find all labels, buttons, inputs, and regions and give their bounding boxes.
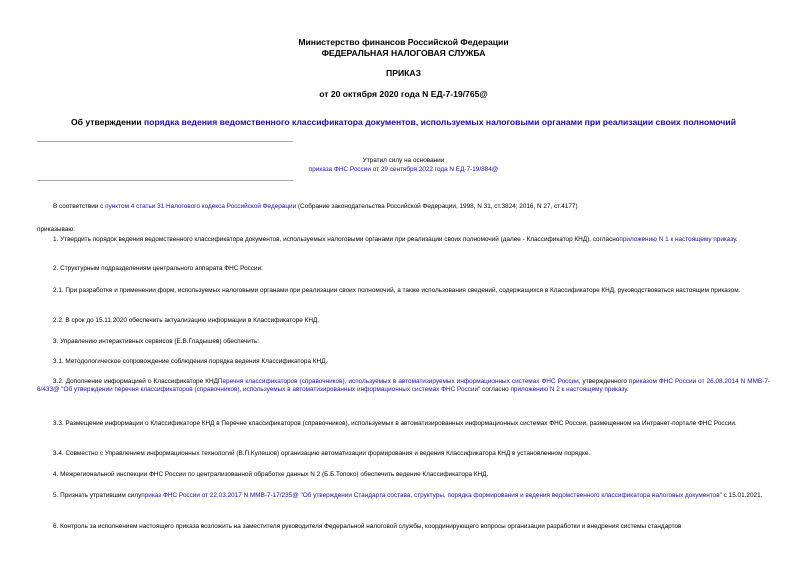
- ministry-heading: Министерство финансов Российской Федерации: [298, 37, 509, 47]
- paragraph-2-2: 2.2. В срок до 15.11.2020 обеспечить актуализацию информации в Классификаторе КНД.: [53, 317, 320, 324]
- paragraph-2-1: 2.1. При разработке и применении форм, используемых налоговыми органами при реализации своих полномочий, а также использования сведений, содержащихся в Классификаторе КНД, руководствоваться настоящим приказом.: [53, 287, 741, 294]
- document-title: [0, 117, 807, 127]
- paragraph-4: 4. Межрегиональной инспекции ФНС России по централизованной обработке данных N 2 (Б.Б.Топоко) обеспечить ведение Классификатора КНД.: [53, 471, 489, 478]
- paragraph-2: 2. Структурным подразделениям центрального аппарата ФНС России:: [53, 265, 263, 272]
- paragraph-intro: [37, 203, 770, 211]
- paragraph-3-3: 3.3. Размещение информации о Классификаторе КНД в Перечне классификаторов (справочников), используемых в автоматизированных информационных системах ФНС России, размещенном на Интранет-портале ФНС России.: [53, 420, 737, 427]
- text: 5. Признать утратившим силу: [53, 492, 142, 499]
- text: .: [735, 236, 738, 243]
- text: 1. Утвердить порядок ведения ведомственного классификатора документов, используемых налоговыми органами при реализации своих полномочий (далее - Классификатор КНД), согласно: [53, 236, 620, 243]
- paragraph-order: приказываю:: [37, 226, 75, 233]
- paragraph-3-4: 3.4. Совместно с Управлением информационных технологий (В.П.Кулешов) организацию автоматизации формирования и ведения Классификатора КНД в установленном порядке.: [53, 450, 591, 457]
- doc-date-heading: от 20 октября 2020 года N ЕД-7-19/765@: [319, 89, 488, 99]
- service-heading: ФЕДЕРАЛЬНАЯ НАЛОГОВАЯ СЛУЖБА: [321, 48, 486, 58]
- text: (Собрание законодательства Российской Федерации, 1998, N 31, ст.3824; 2016, N 27, ст.4177): [296, 203, 578, 210]
- divider-top: [37, 141, 293, 142]
- paragraph-6: 6. Контроль за исполнением настоящего приказа возложить на заместителя руководителя Федеральной налоговой службы, координирующего вопросы организации разработки и внедрения системы стандартов: [53, 523, 682, 530]
- paragraph-1: [37, 236, 770, 244]
- repeal-note: Утратил силу на основании: [362, 157, 445, 164]
- appendix-2-link[interactable]: приложению N 2 к настоящему приказу: [510, 386, 627, 394]
- title-link[interactable]: порядка ведения ведомственного классификатора документов, используемых налоговыми органами при реализации своих полномочий: [144, 117, 736, 127]
- text: с 15.01.2021.: [721, 492, 763, 499]
- repeal-note-line: [0, 166, 807, 173]
- paragraph-3-2: [37, 378, 770, 395]
- paragraph-3: 3. Управлению интерактивных сервисов (Е.В.Гладышев) обеспечить:: [53, 338, 259, 345]
- text: , утвержденного: [578, 378, 630, 385]
- repeal-order-link[interactable]: приказа ФНС России от 29 сентября 2022 года N ЕД-7-19/884@: [308, 166, 499, 173]
- text: 3.2. Дополнение информацией о Классификаторе КНД: [53, 378, 218, 385]
- paragraph-5: [37, 492, 770, 500]
- text: В соответствии с: [53, 203, 106, 210]
- order-433-link[interactable]: приказом ФНС России от 26.08.2014 N ММВ-7-6/433@ "Об утверждении перечня классификаторов (справочников), используемых в автоматизированных информационных системах ФНС России": [37, 378, 771, 394]
- doc-type-heading: ПРИКАЗ: [386, 68, 421, 78]
- order-235-link[interactable]: приказ ФНС России от 22.03.2017 N ММВ-7-17/235@ "Об утверждении Стандарта состава, структуры, порядка формирования и ведения ведомственного классификатора налоговых документов": [141, 492, 722, 499]
- divider-bottom: [37, 180, 293, 181]
- title-prefix: Об утверждении: [71, 117, 145, 127]
- tax-code-link[interactable]: пунктом 4 статьи 31 Налогового кодекса Российской Федерации: [105, 203, 297, 210]
- appendix-1-link[interactable]: приложению N 1 к настоящему приказу: [619, 236, 736, 243]
- classifiers-list-link[interactable]: Перечня классификаторов (справочников), используемых в автоматизируемых информационных системах ФНС России: [217, 378, 579, 385]
- paragraph-3-1: 3.1. Методологическое сопровождение соблюдения порядка ведения Классификатора КНД.: [53, 358, 328, 365]
- text: .: [626, 386, 629, 394]
- text: согласно: [480, 386, 511, 394]
